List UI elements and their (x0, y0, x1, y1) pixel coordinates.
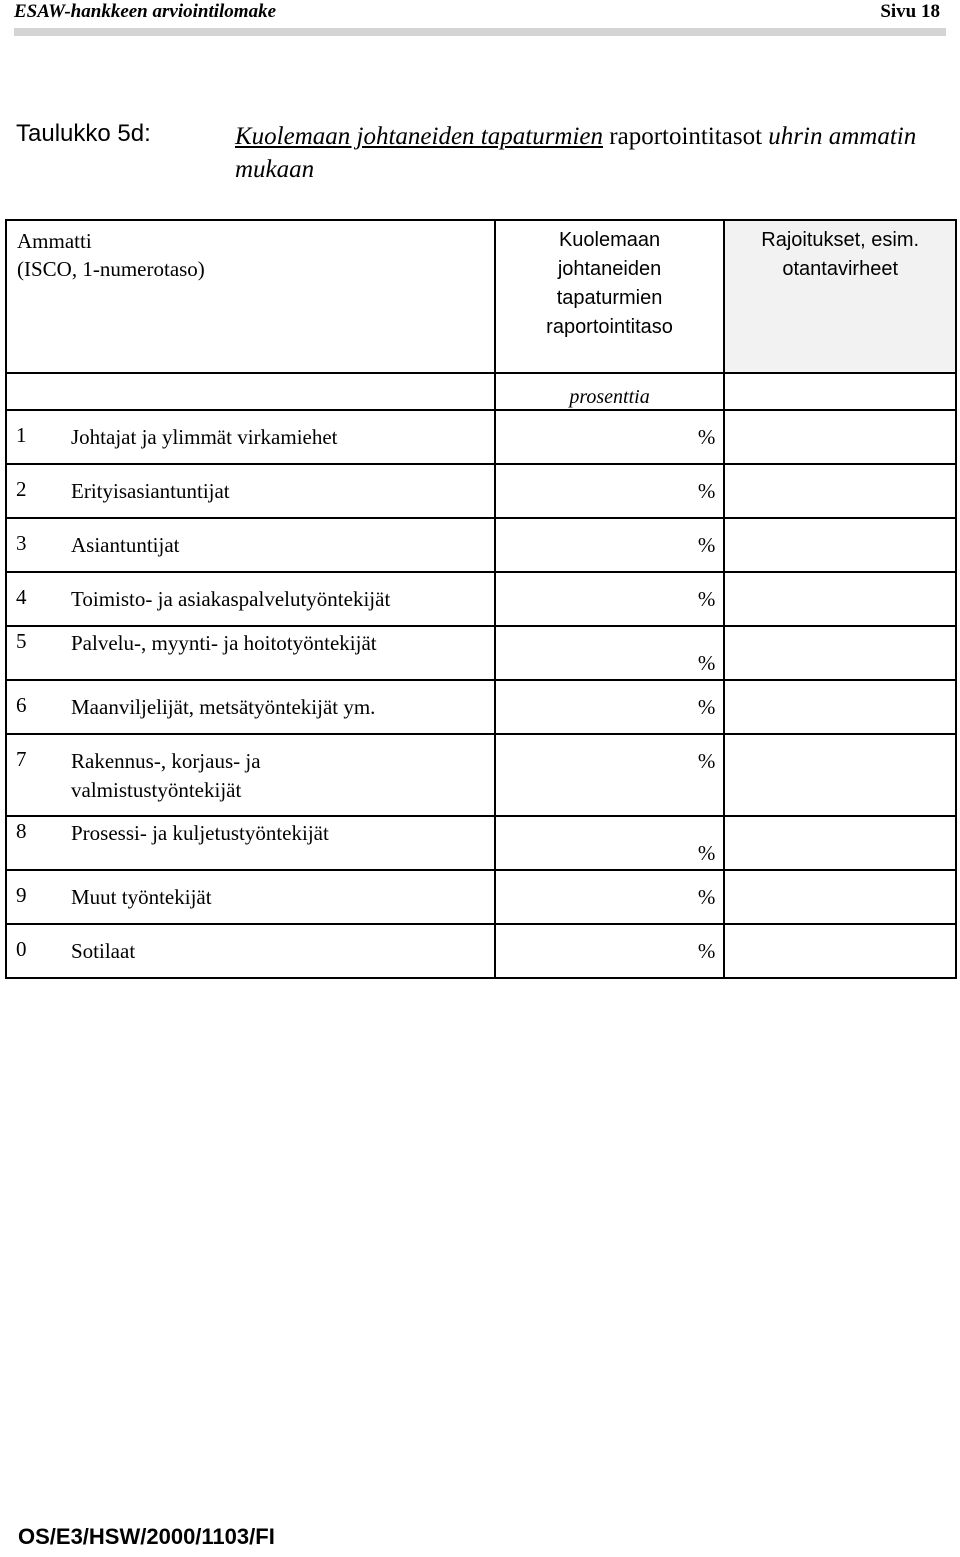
table-row (6, 518, 956, 572)
limitations-cell[interactable] (724, 572, 956, 626)
row-number: 4 (16, 585, 27, 609)
row-label: Toimisto- ja asiakaspalvelutyöntekijät (71, 587, 391, 611)
table-title (235, 120, 935, 186)
value-cell[interactable] (495, 924, 725, 978)
header-limitations (724, 220, 956, 373)
occupation-cell (6, 464, 495, 518)
row-number: 8 (16, 819, 27, 843)
limitations-cell[interactable] (724, 410, 956, 464)
row-label-line1: Rakennus-, korjaus- ja (71, 749, 261, 773)
row-label-line2: valmistustyöntekijät (71, 778, 242, 802)
value-cell[interactable] (495, 626, 725, 680)
limitations-cell[interactable] (724, 518, 956, 572)
limitations-cell[interactable] (724, 734, 956, 816)
header-limitations-line1: Rajoitukset, esim. (761, 229, 920, 251)
table-row (6, 464, 956, 518)
row-number: 9 (16, 883, 27, 907)
limitations-cell[interactable] (724, 626, 956, 680)
row-number: 6 (16, 693, 27, 717)
occupation-cell (6, 734, 495, 816)
row-label: Asiantuntijat (71, 533, 180, 557)
page-header (14, 0, 940, 32)
table-row (6, 572, 956, 626)
percent-sign: % (697, 479, 716, 503)
title-part-3: uhrin ammatin mukaan (235, 123, 917, 183)
percent-sign: % (697, 841, 716, 865)
percent-sign: % (697, 885, 716, 909)
unit-label: prosenttia (495, 373, 725, 410)
limitations-cell[interactable] (724, 464, 956, 518)
value-cell[interactable] (495, 816, 725, 870)
row-label: Muut työntekijät (71, 885, 212, 909)
row-label (71, 747, 261, 805)
header-occupation-line1: Ammatti (17, 229, 92, 253)
unit-row (6, 373, 956, 410)
row-label: Prosessi- ja kuljetustyöntekijät (71, 821, 329, 845)
table-header-row (6, 220, 956, 373)
table-row (6, 816, 956, 870)
unit-cell-empty (6, 373, 495, 410)
header-occupation-line2: (ISCO, 1-numerotaso) (17, 257, 205, 281)
row-label: Erityisasiantuntijat (71, 479, 230, 503)
row-label: Palvelu-, myynti- ja hoitotyöntekijät (71, 631, 377, 655)
unit-cell-empty-2 (724, 373, 956, 410)
limitations-cell[interactable] (724, 680, 956, 734)
header-rule (14, 28, 946, 36)
table-row (6, 626, 956, 680)
title-part-1: Kuolemaan johtaneiden tapaturmien (235, 123, 604, 150)
header-level-line3: tapaturmien (556, 287, 663, 309)
header-limitations-line2: otantavirheet (782, 258, 898, 280)
table-label: Taulukko 5d: (16, 120, 151, 147)
percent-sign: % (697, 651, 716, 675)
occupation-cell (6, 680, 495, 734)
percent-sign: % (697, 425, 716, 449)
limitations-cell[interactable] (724, 816, 956, 870)
reporting-table (5, 219, 957, 979)
occupation-cell (6, 870, 495, 924)
limitations-cell[interactable] (724, 924, 956, 978)
percent-sign: % (697, 533, 716, 557)
header-level-line1: Kuolemaan (558, 229, 661, 251)
document-code: OS/E3/HSW/2000/1103/FI (18, 1524, 275, 1549)
value-cell[interactable] (495, 680, 725, 734)
limitations-cell[interactable] (724, 870, 956, 924)
value-cell[interactable] (495, 734, 725, 816)
row-label: Johtajat ja ylimmät virkamiehet (71, 425, 338, 449)
percent-sign: % (697, 939, 716, 963)
header-occupation (6, 220, 495, 373)
table-row (6, 680, 956, 734)
table-row (6, 734, 956, 816)
row-label: Sotilaat (71, 939, 136, 963)
table-row (6, 924, 956, 978)
value-cell[interactable] (495, 572, 725, 626)
page-number: Sivu 18 (880, 1, 940, 22)
header-reporting-level (495, 220, 725, 373)
document-title: ESAW-hankkeen arviointilomake (14, 1, 277, 22)
value-cell[interactable] (495, 870, 725, 924)
value-cell[interactable] (495, 518, 725, 572)
row-number: 7 (16, 747, 27, 771)
value-cell[interactable] (495, 464, 725, 518)
row-number: 1 (16, 423, 27, 447)
header-level-line2: johtaneiden (557, 258, 662, 280)
header-level-line4: raportointitaso (546, 316, 673, 338)
occupation-cell (6, 572, 495, 626)
percent-sign: % (697, 695, 716, 719)
title-part-2: raportointitasot (603, 123, 769, 150)
row-number: 5 (16, 629, 27, 653)
occupation-cell (6, 410, 495, 464)
percent-sign: % (697, 587, 716, 611)
row-number: 0 (16, 937, 27, 961)
occupation-cell (6, 924, 495, 978)
value-cell[interactable] (495, 410, 725, 464)
table-row (6, 870, 956, 924)
row-number: 2 (16, 477, 27, 501)
row-label: Maanviljelijät, metsätyöntekijät ym. (71, 695, 376, 719)
table-row (6, 410, 956, 464)
occupation-cell (6, 816, 495, 870)
percent-sign: % (697, 749, 716, 773)
occupation-cell (6, 518, 495, 572)
row-number: 3 (16, 531, 27, 555)
occupation-cell (6, 626, 495, 680)
